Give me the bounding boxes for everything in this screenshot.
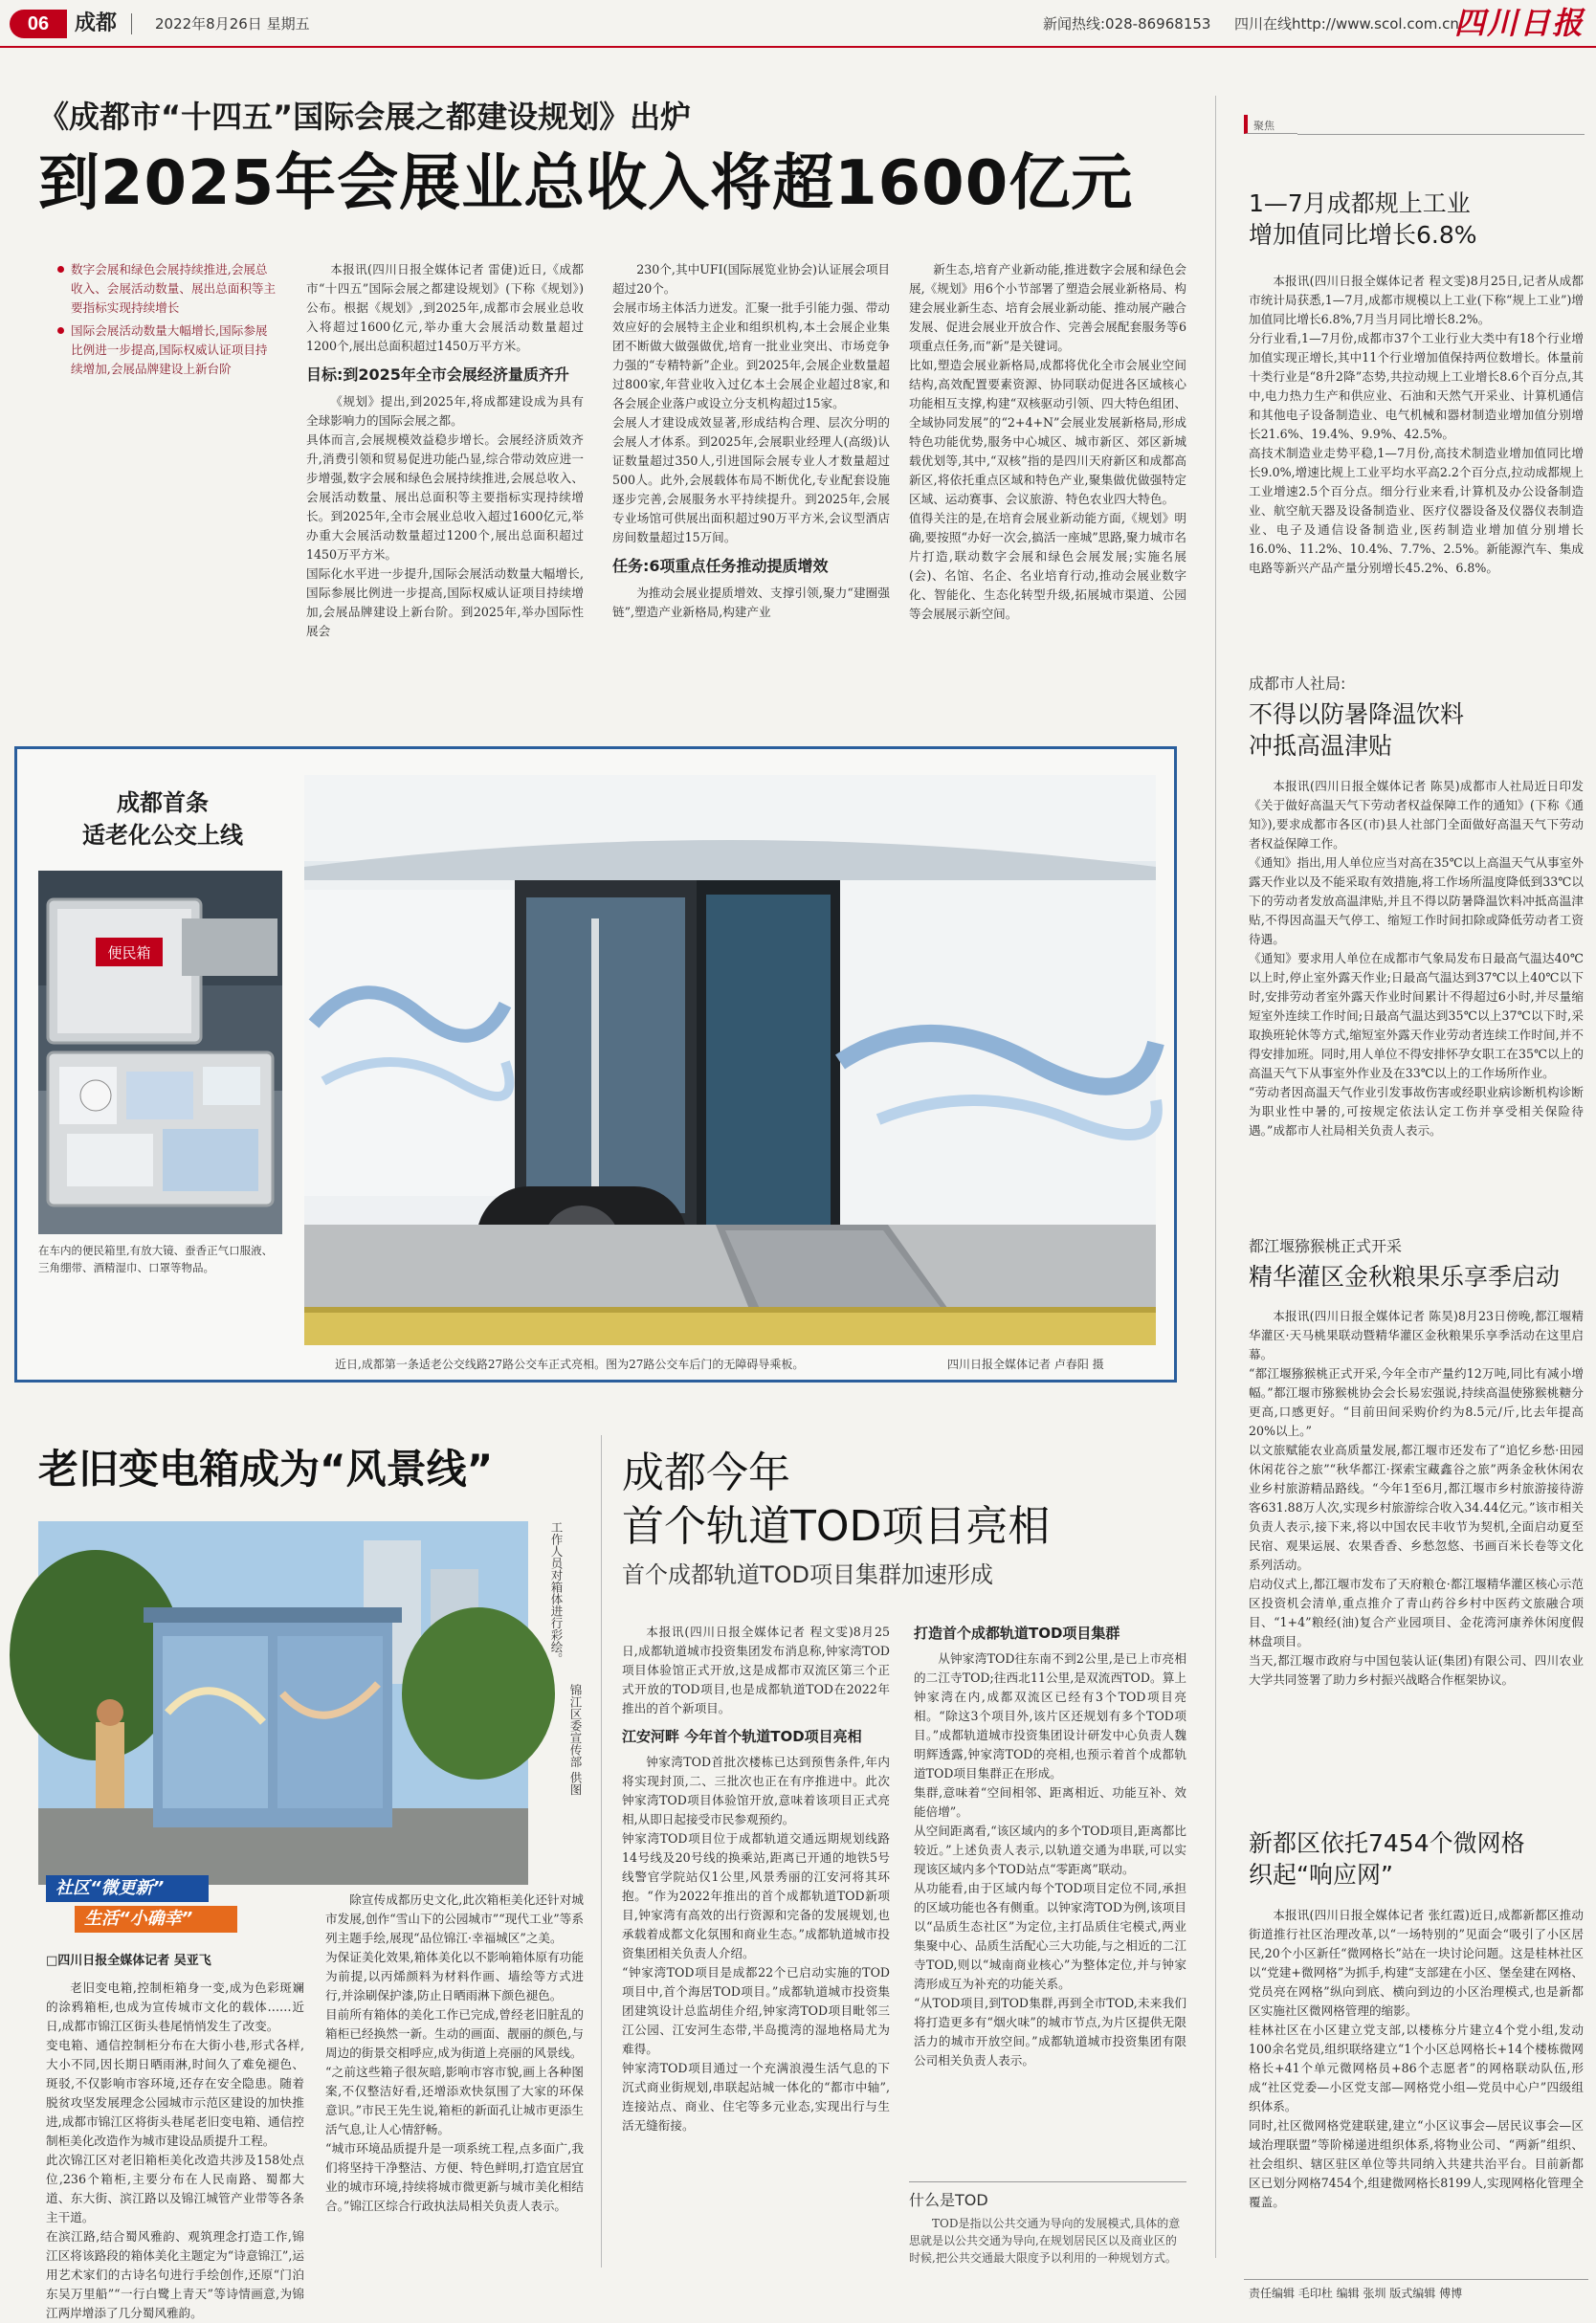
community-badge [46, 1875, 256, 1942]
tod-subhead-river: 江安河畔 今年首个轨道TOD项目亮相 [622, 1728, 862, 1745]
kit-label: 便民箱 [107, 944, 151, 962]
kit-photo-caption: 在车内的便民箱里,有放大镜、蚕香正气口服液、三角绷带、酒精湿巾、口罩等物品。 [38, 1244, 274, 1274]
transformer-byline: □四川日报全媒体记者 吴亚飞 [46, 1954, 211, 1968]
tod-explainer-body: TOD是指以公共交通为导向的发展模式,具体的意思就是以公共交通为导向,在规划居民区以及商业区的时候,把公共交通最大限度予以利用的一种规划方式。 [909, 2217, 1181, 2265]
lead-bullets [57, 260, 277, 379]
industry-story-body: 本报讯(四川日报全媒体记者 程文雯)8月25日,记者从成都市统计局获悉,1—7月,成都市规模以上工业(下称“规上工业”)增加值同比增长6.8%,7月当月同比增长8.2%。 分行业看,1—7月份,成都市37个工业行业大类中有18个行业增加值实现正增长,其中11个行业增加值保持两位数增长。体量前十类行业是“8升2降”态势,共拉动规上工业增长8.6个百分点,其中,电力热力生产和供应业、石油和天然气开采业、计算机通信和其他电子设备制造业、电气机械和器材制造业增加值分别增长21.6%、19.4%、9.9%、42.5%。 高技术制造业走势平稳,1—7月份,高技术制造业增加值同比增长9.0%,增速比规上工业平均水平高2.2个百分点,拉动成都规上工业增速2.5个百分点。细分行业来看,计算机及办公设备制造业、航空航天器及设备制造业、医疗仪器设备及仪器仪表制造业、电子及通信设备制造业,医药制造业增加值分别增长16.0%、11.2%、10.4%、7.7%、2.5%。新能源汽车、集成电路等新兴产品产量分别增长45.2%、6.8%。 [1249, 274, 1584, 575]
page-number-badge [10, 10, 67, 38]
bullet-item: 国际会展活动数量大幅增长,国际参展比例进一步提高,国际权威认证项目持续增加,会展品牌建设上新台阶 [57, 321, 277, 379]
photo-feature-title: 成都首条 适老化公交上线 [82, 789, 243, 849]
issue-date: 2022年8月26日 星期五 [155, 15, 310, 33]
transformer-col1: 老旧变电箱,控制柜箱身一变,成为色彩斑斓的涂鸦箱柜,也成为宣传城市文化的载体……近日,成都市锦江区街头巷尾悄悄发生了改变。 变电箱、通信控制柜分布在大街小巷,形式各样,大小不同,因长期日晒雨淋,时间久了难免褪色、斑驳,不仅影响市容环境,还存在安全隐患。随着脱贫攻坚发展理念公园城市示范区建设的加快推进,成都市锦江区将街头巷尾老旧变电箱、通信控制柜美化改造作为城市建设品质提升工程。 此次锦江区对老旧箱柜美化改造共涉及158处点位,236个箱柜,主要分布在人民南路、蜀都大道、东大街、滨江路以及锦江城管产业带等各条主干道。 在滨江路,结合蜀风雅韵、观筑理念打造工作,锦江区将该路段的箱体美化主题定为“诗意锦江”,运用艺术家们的古诗名句进行手绘创作,还原“门泊东吴万里船”“一行白鹭上青天”等诗情画意,为锦江两岸增添了几分蜀风雅韵。 [46, 1980, 304, 2320]
transformer-headline: 老旧变电箱成为“风景线” [38, 1446, 494, 1493]
footer-editors: 责任编辑 毛印杜 编辑 张圳 版式编辑 傅博 [1249, 2287, 1463, 2300]
tod-col1-rest: 钟家湾TOD首批次楼栋已达到预售条件,年内将实现封顶,二、三批次也正在有序推进中。此次钟家湾TOD项目体验馆开放,意味着该项目正式亮相,从即日起接受市民参观预约。 钟家湾TOD项目位于成都轨道交通远期规划线路14号线及20号线的换乘站,距离已开通的地铁5号线警官学院站仅1公里,风景秀丽的江安河将其环抱。“作为2022年推出的首个成都轨道TOD新项目,钟家湾有高效的出行资源和完备的发展规划,也承载着成都文化氛围和商业生态。”成都轨道城市投资集团相关负责人介绍。 “钟家湾TOD项目是成都22个已启动实施的TOD项目中,首个海居TOD项目。”成都轨道城市投资集团建筑设计总监胡佳介绍,钟家湾TOD项目毗邻三江公园、江安河生态带,半岛揽湾的湿地格局尤为难得。 钟家湾TOD项目通过一个充满浪漫生活气息的下沉式商业街规划,串联起站城一体化的“都市中轴”,连接站点、商业、住宅等多元业态,实现出行与生活无缝衔接。 [622, 1755, 890, 2133]
bus-photo [304, 775, 1156, 1345]
tod-subhead-cluster: 打造首个成都轨道TOD项目集群 [914, 1625, 1120, 1642]
transformer-vertical-credit: 锦江区委宣传部 供图 [568, 1684, 583, 1796]
sidebar-divider [1215, 96, 1216, 2258]
sidebar-tag: 聚焦 [1244, 115, 1297, 134]
kiwi-story-body: 本报讯(四川日报全媒体记者 陈昊)8月23日傍晚,都江堰精华灌区·天马桃果联动暨精华灌区金秋粮果乐享季活动在这里启幕。 “都江堰猕猴桃正式开采,今年全市产量约12万吨,同比有减小增幅。”都江堰市猕猴桃协会会长易宏强说,持续高温使猕猴桃糖分更高,口感更好。“目前田间采购价约为8.5元/斤,比去年提高20%以上。” 以文旅赋能农业高质量发展,都江堰市还发布了“追忆乡愁·田园休闲花谷之旅”“秋华都江·探索宝藏鑫谷之旅”两条金秋休闲农业乡村旅游精品路线。“今年1至6月,都江堰市乡村旅游接待游客631.88万人次,实现乡村旅游综合收入34.44亿元。”该市相关负责人表示,接下来,将以中国农民丰收节为契机,全面启动夏至民宿、观果运展、农果香香、乡愁忽悠、书画百米长卷等文化系列活动。 启动仪式上,都江堰市发布了天府粮仓·都江堰精华灌区核心示范区投资机会清单,重点推介了青山药谷乡村中医药文旅融合项目、“1+4”粮经(油)复合产业园项目、金花湾河康养休闲度假林盘项目。 当天,都江堰市政府与中国包装认证(集团)有限公司、四川农业大学共同签署了助力乡村振兴战略合作框架协议。 [1249, 1309, 1584, 1687]
transformer-vertical-caption: 工作人员对箱体进行彩绘。 [549, 1521, 564, 1665]
badge-line2: 生活“小确幸” [75, 1906, 237, 1933]
header-bar [0, 0, 1596, 48]
bullet-item: 数字会展和绿色会展持续推进,会展总收入、会展活动数量、展出总面积等主要指标实现持续增长 [57, 260, 277, 318]
tod-col2-text: 从钟家湾TOD往东南不到2公里,是已上市亮相的二江寺TOD;往西北11公里,是双流西TOD。算上钟家湾在内,成都双流区已经有3个TOD项目亮相。“除这3个项目外,该片区还规划有多个TOD项目。”成都轨道城市投资集团设计研发中心负责人魏明辉透露,钟家湾TOD的亮相,也预示着首个成都轨道TOD项目集群正在形成。 集群,意味着“空间相邻、距离相近、功能互补、效能倍增”。 从空间距离看,“该区域内的多个TOD项目,距离都比较近。”上述负责人表示,以轨道交通为串联,可以实现该区域内多个TOD站点“零距离”联动。 从功能看,由于区域内每个TOD项目定位不同,承担的区域功能也各有侧重。以钟家湾TOD为例,该项目以“品质生态社区”为定位,主打品质住宅模式,两业集聚中心、品质生活配心三大功能,与之相近的二江寺TOD,则以“城南商业核心”为整体定位,并与钟家湾形成互为补充的功能关系。 “从TOD项目,到TOD集群,再到全市TOD,未来我们将打造更多有“烟火味”的城市节点,为片区提供无限活力的城市开放空间。”成都轨道城市投资集团有限公司相关负责人表示。 [914, 1651, 1186, 2068]
lead-col1-rest: 《规划》提出,到2025年,将成都建设成为具有全球影响力的国际会展之都。 具体而言,会展规模效益稳步增长。会展经济质效齐升,消费引领和贸易促进功能凸显,综合带动效应进一步增强,数字会展和绿色会展持续推进,会展总收入、会展活动数量、展出总面积等主要指标实现持续增长。到2025年,全市会展业总收入超过1600亿元,举办重大会展活动数量超过1200个,展出总面积超过1450万平方米。 国际化水平进一步提升,国际会展活动数量大幅增长,国际参展比例进一步提高,国际权威认证项目持续增加,会展品牌建设上新台阶。到2025年,举办国际性展会 [306, 394, 584, 638]
kiwi-story-kicker: 都江堰猕猴桃正式开采 [1249, 1237, 1403, 1255]
lead-headline: 到2025年会展业总收入将超1600亿元 [38, 148, 1134, 219]
tod-col1 [622, 1623, 890, 2277]
lead-col1 [306, 260, 584, 710]
lead-subhead-goal: 目标:到2025年全市会展经济量质齐升 [306, 365, 569, 384]
transformer-photo [38, 1521, 528, 1885]
lead-col2 [612, 260, 890, 710]
kit-photo [38, 871, 282, 1234]
bus-photo-caption: 近日,成都第一条适老公交线路27路公交车正式亮相。图为27路公交车后门的无障碍导乘板。 [335, 1358, 805, 1371]
transformer-col2: 除宣传成都历史文化,此次箱柜美化还针对城市发展,创作“雪山下的公园城市”“现代工业”等系列主题手绘,展现“品位锦江·幸福城区”之美。 为保证美化效果,箱体美化以不影响箱体原有功能为前提,以丙烯颜料为材料作画、墙绘等方式进行,并涂刷保护漆,防止日晒雨淋下颜色褪色。 目前所有箱体的美化工作已完成,曾经老旧脏乱的箱柜已经换然一新。生动的画面、靓丽的颜色,与周边的街景交相呼应,成为街道上亮丽的风景线。 “之前这些箱子很灰暗,影响市容市貌,画上各种图案,不仅整洁好看,还增添欢快氛围了大家的环保意识。”市民王先生说,箱柜的新面孔让城市更添生活气息,让人心情舒畅。 “城市环境品质提升是一项系统工程,点多面广,我们将坚持干净整洁、方便、特色鲜明,打造宜居宜业的城市环境,持续将城市微更新与城市美化相结合。”锦江区综合行政执法局相关负责人表示。 [325, 1892, 584, 2213]
section-name: 成都 [75, 11, 118, 35]
website-link[interactable]: 四川在线http://www.scol.com.cn [1234, 15, 1459, 33]
heat-story-title: 不得以防暑降温饮料 冲抵高温津贴 [1249, 700, 1465, 760]
heat-story-kicker: 成都市人社局: [1249, 675, 1346, 693]
tod-explainer [909, 2181, 1186, 2277]
tod-story-divider [601, 1435, 602, 2268]
header-divider [131, 13, 132, 34]
news-hotline: 新闻热线:028-86968153 [1043, 15, 1211, 33]
lead-col2-top: 230个,其中UFI(国际展览业协会)认证展会项目超过20个。 会展市场主体活力迸发。汇聚一批手引能力强、带动效应好的会展特主企业和组织机构,本土会展企业集团不断做大做强做优,培育一批业业突出、市场竞争力强的“专精特新”企业。到2025年,会展企业数量超过800家,年营业收入过亿本土会展企业超过8家,和各会展企业落户或设立分支机构超过15家。 会展人才建设成效显著,形成结构合理、层次分明的会展人才体系。到2025年,会展职业经理人(高级)认证数量超过350人,引进国际会展专业人才数量超过500人。此外,会展载体布局不断优化,专业配套设施逐步完善,会展服务水平持续提升。到2025年,会展专业场馆可供展出面积超过90万平方米,会议型酒店房间数量超过15万间。 [612, 262, 890, 544]
lead-col3 [909, 260, 1186, 710]
tod-headline: 成都今年 首个轨道TOD项目亮相 [622, 1449, 1051, 1551]
lead-kicker: 《成都市“十四五”国际会展之都建设规划》出炉 [38, 99, 692, 135]
kiwi-story-title: 精华灌区金秋粮果乐享季启动 [1249, 1263, 1561, 1291]
lead-col1-intro: 本报讯(四川日报全媒体记者 雷倢)近日,《成都市“十四五”国际会展之都建设规划》(下称《规划》)公布。根据《规划》,到2025年,成都市会展业总收入将超过1600亿元,举办重大会展活动数量超过1200个,展出总面积超过1450万平方米。 [306, 262, 584, 353]
tod-col1-intro: 本报讯(四川日报全媒体记者 程文雯)8月25日,成都轨道城市投资集团发布消息称,钟家湾TOD项目体验馆正式开放,这是成都市双流区第三个正式开放的TOD项目,也是成都轨道TOD在2022年推出的首个新项目。 [622, 1625, 890, 1715]
tod-explainer-title: 什么是TOD [909, 2191, 988, 2209]
lead-subhead-tasks: 任务:6项重点任务推动提质增效 [612, 557, 829, 575]
sidebar-tag-rule [1297, 134, 1585, 135]
tod-col2 [914, 1623, 1186, 2158]
footer-rule [1244, 2279, 1588, 2280]
heat-story-body: 本报讯(四川日报全媒体记者 陈昊)成都市人社局近日印发《关于做好高温天气下劳动者权益保障工作的通知》(下称《通知》),要求成都市各区(市)县人社部门全面做好高温天气下劳动者权益保障工作。 《通知》指出,用人单位应当对高在35℃以上高温天气从事室外露天作业以及不能采取有效措施,将工作场所温度降低到33℃以下的劳动者发放高温津贴,并且不得以防暑降温饮料冲抵高温津贴,不得因高温天气停工、缩短工作时间扣除或降低劳动者工资待遇。 《通知》要求用人单位在成都市气象局发布日最高气温达40℃以上时,停止室外露天作业;日最高气温达到37℃以上40℃以下时,安排劳动者室外露天作业时间累计不得超过6小时,并尽量缩短室外连续工作时间;日最高气温达到35℃以上37℃以下时,采取换班轮休等方式,缩短室外露天作业劳动者连续工作时间,并不得安排加班。同时,用人单位不得安排怀孕女职工在35℃以上的高温天气下从事室外作业及在33℃以上的工作场所作业。 “劳动者因高温天气作业引发事故伤害或经职业病诊断机构诊断为职业性中暑的,可按规定依法认定工伤并享受相关保险待遇。”成都市人社局相关负责人表示。 [1249, 779, 1584, 1138]
grid-story-body: 本报讯(四川日报全媒体记者 张红霞)近日,成都新都区推动街道推行社区治理改革,以“一场特别的”见面会“吸引了小区居民,20个小区新任“微网格长”站在一块讨论问题。这是桂林社区以“党建+微网格”为抓手,构建“支部建在小区、堡垒建在网格、党员亮在网格”纵向到底、横向到边的小区治理模式,也是新都区实施社区微网格管理的缩影。 桂林社区在小区建立党支部,以楼栋分片建立4个党小组,发动100余名党员,组织联络建立“1个小区总网格长+14个楼栋微网格长+41个单元微网格员+86个志愿者”的网格联动队伍,形成“社区党委—小区党支部—网格党小组—党员中心户”四级组织体系。 同时,社区微网格党建联建,建立“小区议事会—居民议事会—区域治理联盟”等阶梯递进组织体系,将物业公司、“两新”组织、社会组织、辖区驻区单位等共同纳入共建共治平台。目前新都区已划分网格7454个,组建微网格长8199人,实现网格化管理全覆盖。 [1249, 1908, 1584, 2209]
lead-col2-bottom: 为推动会展业提质增效、支撑引领,聚力“建圈强链”,塑造产业新格局,构建产业 [612, 586, 890, 619]
industry-story-title: 1—7月成都规上工业 增加值同比增长6.8% [1249, 189, 1477, 249]
grid-story-title: 新都区依托7454个微网格 织起“响应网” [1249, 1829, 1525, 1889]
masthead-logo: 四川日报 [1454, 5, 1585, 41]
badge-line1: 社区“微更新” [46, 1875, 209, 1902]
bus-photo-credit: 四川日报全媒体记者 卢春阳 摄 [947, 1358, 1104, 1371]
lead-col3-text: 新生态,培育产业新动能,推进数字会展和绿色会展,《规划》用6个小节部署了塑造会展业新格局、构建会展业新生态、培育会展业新动能、推动展产融合发展、促进会展业开放合作、完善会展配套服务等6项重点任务,而“新”是关键词。 比如,塑造会展业新格局,成都将优化全市会展业空间结构,高效配置要素资源、协同联动促进各区域核心功能相互支撑,构建“双核驱动引领、四大特色组团、全域协同发展”的“2+4+N”会展业发展新格局,形成特色功能优势,服务中心城区、城市新区、郊区新城载优划等,其中,“双核”指的是四川天府新区和成都高新区,将依托重点区域和特色产业,聚集做优做强特定区域、运动赛事、会议旅游、特色农业四大特色。 值得关注的是,在培育会展业新动能方面,《规划》明确,要按照“办好一次会,搞活一座城”思路,聚力城市名片打造,联动数字会展和绿色会展发展;实施名展(会)、名馆、名企、名业培育行动,推动会展业数字化、智能化、生态化转型升级,拓展城市渠道、公园等会展展示新空间。 [909, 262, 1186, 621]
page-number: 06 [27, 13, 50, 34]
tod-subheadline: 首个成都轨道TOD项目集群加速形成 [622, 1561, 994, 1588]
